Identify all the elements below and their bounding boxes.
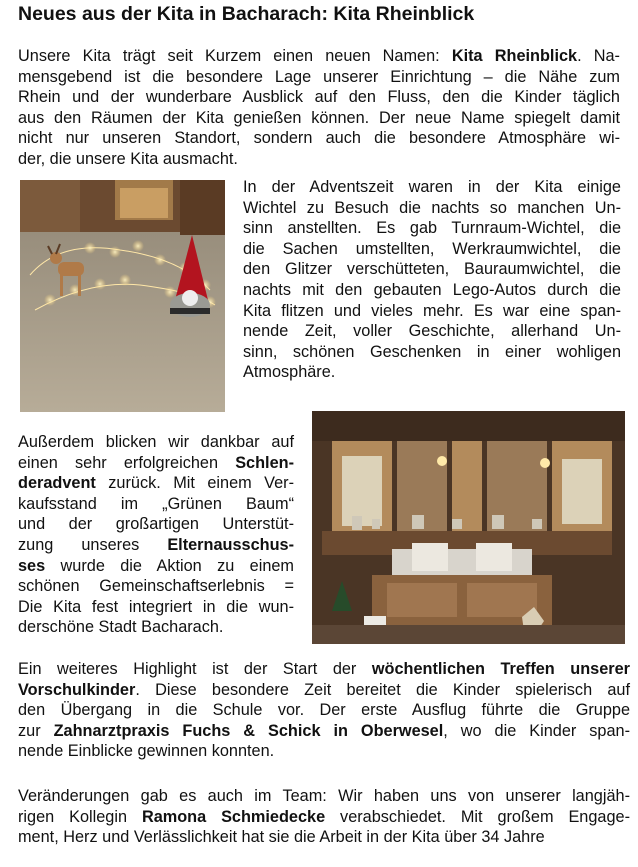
text-run: zur	[18, 721, 54, 740]
text-line	[18, 535, 294, 556]
text-line	[18, 700, 630, 721]
text-line	[18, 741, 630, 762]
text-run: nende Einblicke gewinnen konnten.	[18, 742, 275, 761]
text-line	[243, 342, 621, 363]
text-run: Ein weiteres Highlight ist der Start der	[18, 660, 372, 678]
text-line	[18, 432, 294, 453]
paragraph-preschool-meetings	[18, 659, 630, 762]
text-line	[18, 556, 294, 577]
text-run: rigen Kollegin	[18, 807, 142, 826]
text-run: kaufsstand im „Grünen Baum“	[18, 494, 294, 513]
text-run: nende Zeit, voller Geschichte, allerhand Un-	[243, 322, 621, 341]
text-run: nachts mit den gebauten Lego-Autos durch die	[243, 280, 621, 299]
bold-text: deradvent	[18, 474, 96, 493]
text-line	[18, 721, 630, 742]
paragraph-team-changes	[18, 786, 630, 848]
text-line	[18, 87, 620, 108]
text-run: aus den Räumen der Kita genießen können. Der neue Name spiegelt damit	[18, 108, 620, 127]
text-run: Die Kita fest integriert in die wun-	[18, 597, 294, 616]
text-line	[243, 239, 621, 260]
text-run: derschöne Stadt Bacharach.	[18, 618, 224, 637]
text-run: mensgebend ist die besondere Lage unserer Einrichtung – die Nähe zum	[18, 67, 620, 86]
text-run: wurde die Aktion zu einem	[45, 556, 294, 575]
photo-christmas-sales-booth	[312, 411, 625, 644]
text-run: Kita flitzen und vieles mehr. Es war eine span-	[243, 301, 621, 320]
text-line	[18, 827, 630, 848]
text-line	[243, 218, 621, 239]
photo-elf-with-reindeer-and-lights	[20, 180, 225, 412]
bold-text: Zahnarztpraxis Fuchs & Schick in Oberwesel	[53, 721, 444, 740]
text-run: nicht nur unseren Standort, sondern auch die besondere Atmosphäre wi-	[18, 129, 620, 148]
text-line	[18, 453, 294, 474]
paragraph-name-change	[18, 46, 620, 170]
text-line	[243, 321, 621, 342]
text-line	[18, 46, 620, 67]
text-run: Veränderungen gab es auch im Team: Wir haben uns von unserer langjäh-	[18, 787, 630, 805]
text-line	[18, 149, 620, 170]
text-run: Rhein und der wunderbare Ausblick auf den Fluss, den die Kinder täglich	[18, 88, 620, 107]
text-line	[18, 576, 294, 597]
text-line	[18, 680, 630, 701]
text-run: zung unseres	[18, 535, 168, 554]
text-line	[18, 786, 630, 807]
text-run: den Glitzer verschütteten, Bauraumwichtel, die	[243, 260, 621, 279]
bold-text: ses	[18, 556, 46, 575]
text-run: sinn anstellten. Es gab Turnraum-Wichtel, die	[243, 219, 621, 238]
bold-text: Schlen-	[235, 453, 294, 472]
bold-text: Ramona Schmiedecke	[141, 807, 326, 826]
text-run: und der großartigen Unterstüt-	[18, 515, 294, 534]
text-run: den Übergang in die Schule vor. Der erste Ausflug führte die Gruppe	[18, 701, 630, 720]
text-line	[18, 807, 630, 828]
bold-text: Vorschulkinder	[18, 680, 136, 699]
text-line	[243, 362, 621, 383]
text-run: schönen Gemeinschaftserlebnis =	[18, 577, 294, 596]
text-run: einen sehr erfolgreichen	[18, 453, 236, 472]
text-run: Atmosphäre.	[243, 363, 336, 382]
text-line	[18, 514, 294, 535]
bold-text: wöchentlichen Treffen unserer	[371, 660, 630, 678]
text-run: . Na-	[577, 47, 620, 65]
text-run: Außerdem blicken wir dankbar auf	[18, 433, 294, 451]
text-line	[18, 67, 620, 88]
text-run: . Diese besondere Zeit bereitet die Kinder spielerisch auf	[135, 680, 630, 699]
text-line	[243, 280, 621, 301]
text-line	[18, 128, 620, 149]
bold-text: Elternausschus-	[167, 535, 294, 554]
text-line	[18, 473, 294, 494]
paragraph-market-advent	[18, 432, 294, 638]
text-run: sinn, schönen Geschenken in einer wohligen	[243, 342, 621, 361]
text-run: In der Adventszeit waren in der Kita einige	[243, 178, 621, 196]
text-line	[243, 301, 621, 322]
text-line	[243, 198, 621, 219]
text-line	[243, 177, 621, 198]
text-line	[18, 617, 294, 638]
text-line	[18, 108, 620, 129]
paragraph-advent-elves	[243, 177, 621, 383]
text-run: ment, Herz und Verlässlichkeit hat sie die Arbeit in der Kita über 34 Jahre	[18, 828, 545, 847]
text-run: der, die unsere Kita ausmacht.	[18, 149, 238, 168]
article-title: Neues aus der Kita in Bacharach: Kita Rheinblick	[18, 3, 475, 25]
text-run: Wichtel zu Besuch die nachts so manchen Un-	[243, 198, 621, 217]
text-line	[243, 259, 621, 280]
text-line	[18, 597, 294, 618]
text-line	[18, 659, 630, 680]
bold-text: Kita Rheinblick	[451, 47, 578, 65]
text-line	[18, 494, 294, 515]
text-run: , wo die Kinder span-	[443, 721, 630, 740]
text-run: die Sachen umstellten, Werkraumwichtel, die	[243, 239, 621, 258]
text-run: Unsere Kita trägt seit Kurzem einen neuen Namen:	[18, 47, 452, 65]
text-run: zurück. Mit einem Ver-	[95, 474, 294, 493]
text-run: verabschiedet. Mit großem Engage-	[325, 807, 630, 826]
